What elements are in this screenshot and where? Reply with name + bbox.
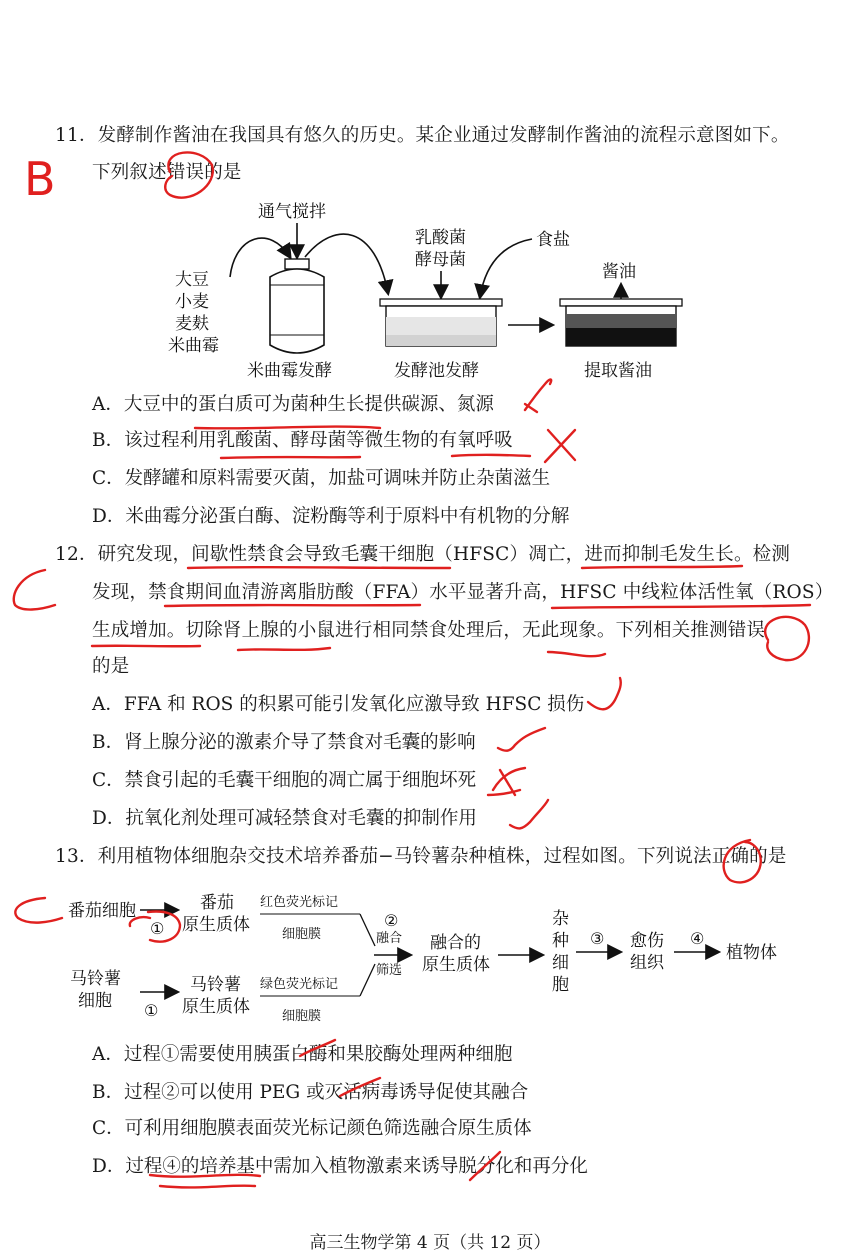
top-merge-line bbox=[360, 914, 375, 946]
q11-number: 11． bbox=[55, 125, 98, 146]
q12-number: 12． bbox=[55, 544, 98, 565]
callus-2: 组织 bbox=[630, 953, 664, 973]
q11-process-diagram bbox=[160, 195, 700, 385]
q12-option-b: B．肾上腺分泌的激素介导了禁食对毛囊的影响 bbox=[92, 732, 476, 753]
q12-underline-6 bbox=[238, 648, 330, 650]
q11-stem-line2: 下列叙述错误的是 bbox=[92, 162, 242, 183]
q13-c-mark bbox=[15, 898, 62, 923]
tomato-proto-2: 原生质体 bbox=[182, 915, 250, 935]
q13-stem-line1: 13．利用植物体细胞杂交技术培养番茄−马铃薯杂种植株，过程如图。下列说法正确的是 bbox=[55, 846, 787, 867]
raw-koji: 米曲霉 bbox=[168, 336, 219, 356]
callus-1: 愈伤 bbox=[630, 931, 664, 951]
q13-process-diagram bbox=[60, 880, 800, 1030]
q13-option-d: D．过程④的培养基中需加入植物激素来诱导脱分化和再分化 bbox=[92, 1156, 588, 1177]
salt-label: 食盐 bbox=[536, 230, 570, 250]
q12-stem-line4: 的是 bbox=[92, 656, 130, 677]
q12-c-mark bbox=[14, 570, 55, 610]
q12-circle-mark bbox=[765, 617, 809, 660]
fermentation-pool-icon bbox=[380, 299, 502, 346]
bottom-merge-line bbox=[360, 964, 375, 996]
q12-check-a bbox=[588, 678, 621, 709]
hybrid-3: 细 bbox=[552, 953, 569, 973]
hybrid-4: 胞 bbox=[552, 975, 569, 995]
step1-bottom-label: ① bbox=[144, 1001, 159, 1020]
stage1-label: 米曲霉发酵 bbox=[247, 361, 332, 381]
q13-option-b: B．过程②可以使用 PEG 或灭活病毒诱导促使其融合 bbox=[92, 1082, 529, 1103]
q12-check-d bbox=[510, 800, 548, 828]
tomato-cell-label: 番茄细胞 bbox=[68, 901, 136, 921]
q12-option-d: D．抗氧化剂处理可减轻禁食对毛囊的抑制作用 bbox=[92, 808, 477, 829]
membrane-top: 细胞膜 bbox=[282, 927, 322, 942]
raw-wheat: 小麦 bbox=[175, 292, 209, 312]
q12-stem-line2: 发现，禁食期间血清游离脂肪酸（FFA）水平显著升高，HFSC 中线粒体活性氧（ROS） bbox=[92, 582, 834, 603]
q11-option-b: B．该过程利用乳酸菌、酵母菌等微生物的有氧呼吸 bbox=[92, 430, 513, 451]
raw-soybean: 大豆 bbox=[175, 270, 209, 290]
green-fluor-label: 绿色荧光标记 bbox=[260, 977, 339, 992]
potato-cell-1: 马铃薯 bbox=[70, 969, 121, 989]
fused-proto-2: 原生质体 bbox=[422, 955, 490, 975]
step2-label: ② bbox=[384, 911, 399, 930]
q12-cross-c-2 bbox=[500, 770, 515, 795]
screen-label: 筛选 bbox=[376, 963, 403, 978]
q11-answer-mark: B bbox=[24, 152, 56, 206]
q11-underline-3 bbox=[452, 455, 530, 456]
hybrid-1: 杂 bbox=[552, 909, 569, 929]
q13-underline-d2 bbox=[160, 1186, 255, 1188]
fuse-label: 融合 bbox=[376, 931, 403, 946]
raw-bran: 麦麸 bbox=[175, 314, 209, 334]
step4-label: ④ bbox=[690, 929, 705, 948]
plant-label: 植物体 bbox=[726, 943, 777, 963]
fused-proto-1: 融合的 bbox=[430, 933, 481, 953]
tomato-proto-1: 番茄 bbox=[200, 893, 234, 913]
step1-top-label: ① bbox=[150, 919, 165, 938]
page-footer: 高三生物学第 4 页（共 12 页） bbox=[309, 1233, 551, 1253]
step3-label: ③ bbox=[590, 929, 605, 948]
q12-cross-c-1 bbox=[493, 768, 525, 790]
q11-stem-line1: 11．发酵制作酱油在我国具有悠久的历史。某企业通过发酵制作酱油的流程示意图如下。 bbox=[55, 125, 790, 146]
soy-sauce-label: 酱油 bbox=[602, 262, 636, 282]
hybrid-2: 种 bbox=[552, 931, 569, 951]
stage3-label: 提取酱油 bbox=[584, 361, 652, 381]
stage2-label: 发酵池发酵 bbox=[394, 361, 479, 381]
q11-check-a-tail bbox=[525, 404, 537, 412]
potato-proto-2: 原生质体 bbox=[182, 997, 250, 1017]
microbe-lactic: 乳酸菌 bbox=[415, 228, 466, 248]
q13-number: 13． bbox=[55, 846, 98, 867]
q12-underline-5 bbox=[92, 646, 200, 647]
extraction-tank-icon bbox=[560, 299, 682, 346]
q12-stem-line3: 生成增加。切除肾上腺的小鼠进行相同禁食处理后，无此现象。下列相关推测错误 bbox=[92, 620, 766, 641]
air-stir-label: 通气搅拌 bbox=[258, 202, 326, 222]
q11-option-d: D．米曲霉分泌蛋白酶、淀粉酶等利于原料中有机物的分解 bbox=[92, 506, 570, 527]
q11-cross-2 bbox=[545, 430, 575, 462]
red-fluor-label: 红色荧光标记 bbox=[260, 895, 339, 910]
membrane-bottom: 细胞膜 bbox=[282, 1009, 322, 1024]
q12-cross-c-3 bbox=[488, 790, 520, 795]
fermenter-tank-icon bbox=[270, 259, 324, 353]
salt-arrow bbox=[480, 239, 532, 297]
q11-option-a: A．大豆中的蛋白质可为菌种生长提供碳源、氮源 bbox=[92, 394, 494, 415]
q11-option-c: C．发酵罐和原料需要灭菌，加盐可调味并防止杂菌滋生 bbox=[92, 468, 551, 489]
q11-cross-1 bbox=[548, 430, 575, 460]
q12-check-b bbox=[498, 728, 545, 751]
potato-proto-1: 马铃薯 bbox=[190, 975, 241, 995]
q12-option-c: C．禁食引起的毛囊干细胞的凋亡属于细胞坏死 bbox=[92, 770, 477, 791]
q12-stem-line1: 12．研究发现，间歇性禁食会导致毛囊干细胞（HFSC）凋亡，进而抑制毛发生长。检测 bbox=[55, 544, 791, 565]
q12-option-a: A．FFA 和 ROS 的积累可能引发氧化应激导致 HFSC 损伤 bbox=[92, 694, 585, 715]
potato-cell-2: 细胞 bbox=[78, 991, 112, 1011]
q12-underline-7 bbox=[548, 652, 605, 656]
q13-option-a: A．过程①需要使用胰蛋白酶和果胶酶处理两种细胞 bbox=[92, 1044, 513, 1065]
q11-underline-2 bbox=[221, 457, 360, 458]
microbe-yeast: 酵母菌 bbox=[415, 250, 466, 270]
q13-option-c: C．可利用细胞膜表面荧光标记颜色筛选融合原生质体 bbox=[92, 1118, 532, 1139]
